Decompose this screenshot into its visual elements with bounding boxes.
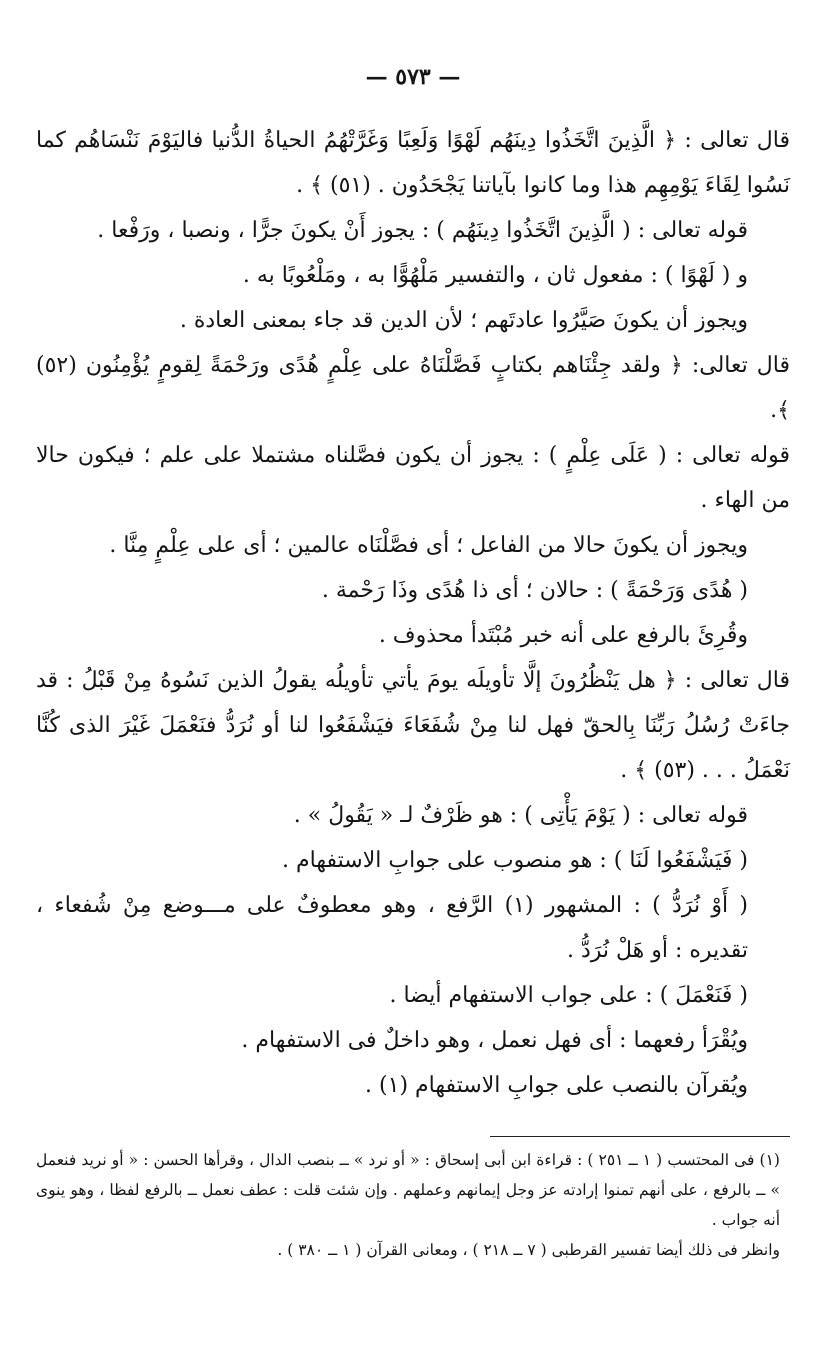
commentary-paragraph: ( فَيَشْفَعُوا لَنَا ) : هو منصوب على جوابِ الاستفهام . — [282, 848, 748, 873]
main-text — [36, 118, 790, 1108]
commentary-paragraph: ويجوز أن يكونَ حالا من الفاعل ؛ أى فصَّلْنَاه عالمين ؛ أى على عِلْمٍ مِنَّا . — [109, 533, 748, 558]
footnotes — [36, 1145, 790, 1265]
commentary-paragraph: ويُقرآن بالنصب على جوابِ الاستفهام (١) . — [365, 1073, 748, 1098]
commentary-paragraph: ويجوز أن يكونَ صَيَّرُوا عادتَهم ؛ لأن الدين قد جاء بمعنى العادة . — [179, 308, 748, 333]
footnote: وانظر فى ذلك أيضا تفسير القرطبى ( ٧ ــ ٢١٨ ) ، ومعانى القرآن ( ١ ــ ٣٨٠ ) . — [277, 1241, 780, 1259]
commentary-paragraph: ( أَوْ نُرَدُّ ) : المشهور (١) الرَّفع ، وهو معطوفٌ على مـــوضع مِنْ شُفعاء ، تقديره : أو هَلْ نُرَدُّ . — [36, 893, 748, 963]
commentary-paragraph: ( هُدًى وَرَحْمَةً ) : حالان ؛ أى ذا هُدًى وذَا رَحْمة . — [321, 578, 748, 603]
footnote-divider — [490, 1136, 790, 1137]
commentary-paragraph: قوله تعالى : ( يَوْمَ يَأْتِى ) : هو ظَرْفٌ لـ « يَقُولُ » . — [293, 803, 748, 828]
verse-paragraph: قال تعالى : ﴿ هل يَنْظُرُونَ إلَّا تأويلَه يومَ يأتي تأويلُه يقولُ الذين نَسُوهُ مِنْ قَبْلُ : قد جاءَتْ رُسُلُ رَبِّنَا بِالحقّ فهل لنا مِنْ شُفَعَاءَ فيَشْفَعُوا لنا أو نُرَدُّ فنَعْمَلَ غَيْرَ الذى كُنَّا نَعْمَلُ . . . (٥٣) ﴾ . — [36, 668, 790, 783]
page-number: — ٥٧٣ — — [365, 64, 461, 90]
commentary-paragraph: قوله تعالى : ( عَلَى عِلْمٍ ) : يجوز أن يكون فصَّلناه مشتملا على علم ؛ فيكون حالا من الهاء . — [36, 443, 790, 513]
commentary-paragraph: ( فَنَعْمَلَ ) : على جواب الاستفهام أيضا . — [389, 983, 748, 1008]
verse-paragraph: قال تعالى: ﴿ ولقد جِئْنَاهم بكتابٍ فَصَّلْنَاهُ على عِلْمٍ هُدًى ورَحْمَةً لِقومٍ يُؤْمِنُون (٥٢) ﴾. — [36, 353, 790, 423]
commentary-paragraph: قوله تعالى : ( الَّذِينَ اتَّخَذُوا دِينَهُم ) : يجوز أَنْ يكونَ جرًّا ، ونصبا ، ورَفْعا . — [97, 218, 748, 243]
commentary-paragraph: وقُرِئَ بالرفع على أنه خبر مُبْتَدأ محذوف . — [378, 623, 748, 648]
commentary-paragraph: و ( لَهْوًا ) : مفعول ثان ، والتفسير مَلْهُوًّا به ، ومَلْعُوبًا به . — [242, 263, 748, 288]
verse-paragraph: قال تعالى : ﴿ الَّذِينَ اتَّخَذُوا دِينَهُم لَهْوًا وَلَعِبًا وَغَرَّتْهُمُ الحياةُ الدُّنيا فاليَوْمَ نَنْسَاهُم كما نَسُوا لِقَاءَ يَوْمِهِم هذا وما كانوا بآياتنا يَجْحَدُون . (٥١) ﴾ . — [36, 128, 790, 198]
footnote: (١) فى المحتسب ( ١ ــ ٢٥١ ) : قراءة ابن أبى إسحاق : « أو نرد » ــ بنصب الدال ، وقرأها الحسن : « أو نريد فنعمل » ــ بالرفع ، على أنهم تمنوا إرادته عز وجل إيمانهم وعملهم . وإن شئت قلت : عطف نعمل ــ بالرفع لفظا ، وهو ينوى أنه جواب . — [36, 1151, 780, 1229]
commentary-paragraph: ويُقْرَأ رفعهما : أى فهل نعمل ، وهو داخلٌ فى الاستفهام . — [241, 1028, 748, 1053]
